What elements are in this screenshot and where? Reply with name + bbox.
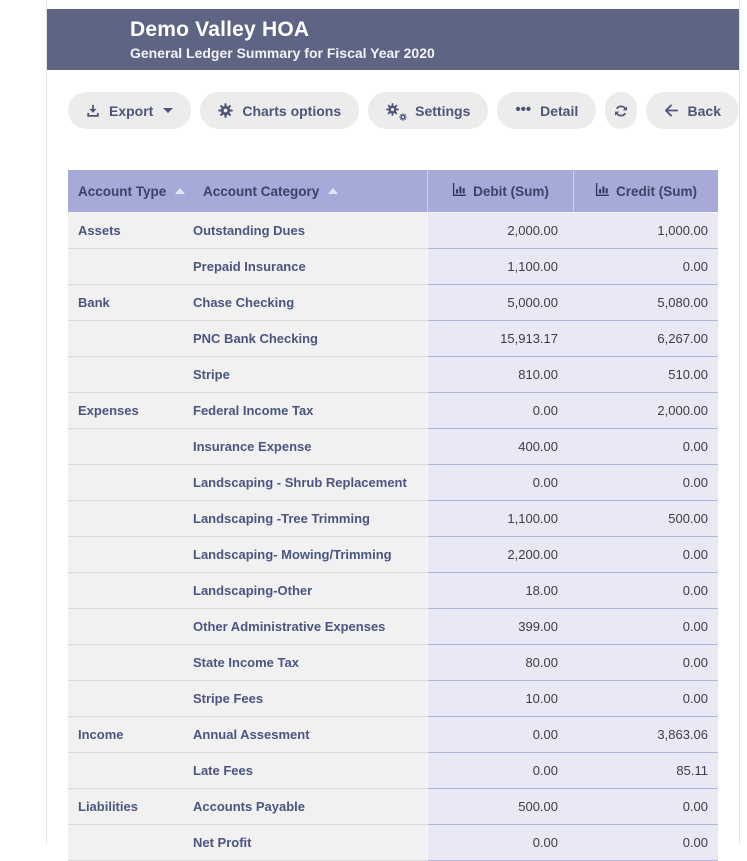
account-type-cell [68,537,193,573]
account-type-cell [68,825,193,861]
credit-cell: 0.00 [573,249,718,285]
account-type-cell: Bank [68,285,193,321]
debit-cell: 1,100.00 [427,501,573,537]
account-category-cell: Outstanding Dues [193,213,427,249]
account-type-cell [68,429,193,465]
debit-cell: 810.00 [427,357,573,393]
account-type-cell [68,465,193,501]
account-type-cell [68,501,193,537]
table-row [68,717,718,753]
account-category-cell: Stripe [193,357,427,393]
debit-cell: 500.00 [427,789,573,825]
table-header-row [68,170,718,213]
settings-button-label: Settings [415,102,471,119]
detail-button-label: Detail [540,102,579,119]
table-row [68,645,718,681]
credit-cell: 0.00 [573,645,718,681]
bar-chart-icon [452,183,466,199]
account-category-cell: PNC Bank Checking [193,321,427,357]
account-type-cell [68,609,193,645]
credit-cell: 500.00 [573,501,718,537]
table-row [68,537,718,573]
table-row [68,285,718,321]
settings-button[interactable] [368,92,488,129]
account-type-cell [68,573,193,609]
account-type-cell [68,645,193,681]
sort-asc-icon [328,188,338,194]
table-row [68,249,718,285]
table-row [68,573,718,609]
table-row [68,213,718,249]
download-icon [86,104,100,118]
account-category-cell: Accounts Payable [193,789,427,825]
account-category-cell: Insurance Expense [193,429,427,465]
table-row [68,609,718,645]
page-subtitle: General Ledger Summary for Fiscal Year 2020 [130,45,435,61]
account-category-cell: Annual Assesment [193,717,427,753]
detail-button[interactable] [497,92,596,129]
sort-asc-icon [175,188,185,194]
credit-cell: 85.11 [573,753,718,789]
credit-cell: 0.00 [573,429,718,465]
column-header-label: Credit (Sum) [616,183,697,199]
debit-cell: 399.00 [427,609,573,645]
caret-down-icon [163,108,173,113]
debit-cell: 2,200.00 [427,537,573,573]
account-type-cell: Income [68,717,193,753]
account-category-cell: Late Fees [193,753,427,789]
cogs-icon [386,102,406,119]
credit-cell: 2,000.00 [573,393,718,429]
bar-chart-icon [595,183,609,199]
debit-cell: 400.00 [427,429,573,465]
toolbar [68,92,739,129]
account-type-cell [68,249,193,285]
table-row [68,789,718,825]
credit-cell: 0.00 [573,789,718,825]
column-header-debit-sum[interactable] [427,170,573,212]
table-body [68,213,718,861]
account-category-cell: Federal Income Tax [193,393,427,429]
debit-cell: 10.00 [427,681,573,717]
account-category-cell: Chase Checking [193,285,427,321]
refresh-button[interactable] [605,92,636,129]
column-header-account-category[interactable] [193,170,427,212]
arrow-left-icon [664,104,679,117]
account-category-cell: Landscaping -Tree Trimming [193,501,427,537]
debit-cell: 0.00 [427,465,573,501]
credit-cell: 0.00 [573,681,718,717]
account-type-cell: Liabilities [68,789,193,825]
table-row [68,465,718,501]
column-header-label: Account Category [203,183,320,199]
table-row [68,825,718,861]
debit-cell: 80.00 [427,645,573,681]
credit-cell: 0.00 [573,573,718,609]
debit-cell: 0.00 [427,717,573,753]
report-card [46,0,740,850]
table-row [68,357,718,393]
column-header-label: Debit (Sum) [473,183,549,199]
credit-cell: 0.00 [573,825,718,861]
credit-cell: 6,267.00 [573,321,718,357]
debit-cell: 1,100.00 [427,249,573,285]
debit-cell: 0.00 [427,753,573,789]
column-header-label: Account Type [78,183,167,199]
credit-cell: 0.00 [573,609,718,645]
account-category-cell: Net Profit [193,825,427,861]
debit-cell: 0.00 [427,825,573,861]
account-type-cell [68,681,193,717]
export-button[interactable] [68,92,191,129]
credit-cell: 3,863.06 [573,717,718,753]
account-type-cell: Assets [68,213,193,249]
debit-cell: 18.00 [427,573,573,609]
account-category-cell: Other Administrative Expenses [193,609,427,645]
account-category-cell: Landscaping- Mowing/Trimming [193,537,427,573]
account-type-cell: Expenses [68,393,193,429]
column-header-credit-sum[interactable] [573,170,718,212]
table-row [68,753,718,789]
export-button-label: Export [109,102,154,119]
back-button-label: Back [687,102,721,119]
table-row [68,321,718,357]
debit-cell: 2,000.00 [427,213,573,249]
credit-cell: 0.00 [573,465,718,501]
ledger-table [68,170,718,861]
gear-icon [218,103,233,118]
account-type-cell [68,357,193,393]
table-row [68,681,718,717]
account-type-cell [68,753,193,789]
account-category-cell: State Income Tax [193,645,427,681]
account-type-cell [68,321,193,357]
charts-options-button[interactable] [200,92,359,129]
debit-cell: 0.00 [427,393,573,429]
account-category-cell: Landscaping - Shrub Replacement [193,465,427,501]
credit-cell: 510.00 [573,357,718,393]
table-row [68,501,718,537]
back-button[interactable] [646,92,739,129]
charts-options-button-label: Charts options [242,102,342,119]
debit-cell: 5,000.00 [427,285,573,321]
credit-cell: 5,080.00 [573,285,718,321]
credit-cell: 1,000.00 [573,213,718,249]
ellipsis-icon: ••• [515,101,532,118]
page-title: Demo Valley HOA [130,18,310,41]
debit-cell: 15,913.17 [427,321,573,357]
refresh-icon [613,103,629,119]
account-category-cell: Landscaping-Other [193,573,427,609]
report-banner [47,9,739,70]
account-category-cell: Prepaid Insurance [193,249,427,285]
credit-cell: 0.00 [573,537,718,573]
table-row [68,393,718,429]
column-header-account-type[interactable] [68,170,193,212]
table-row [68,429,718,465]
account-category-cell: Stripe Fees [193,681,427,717]
